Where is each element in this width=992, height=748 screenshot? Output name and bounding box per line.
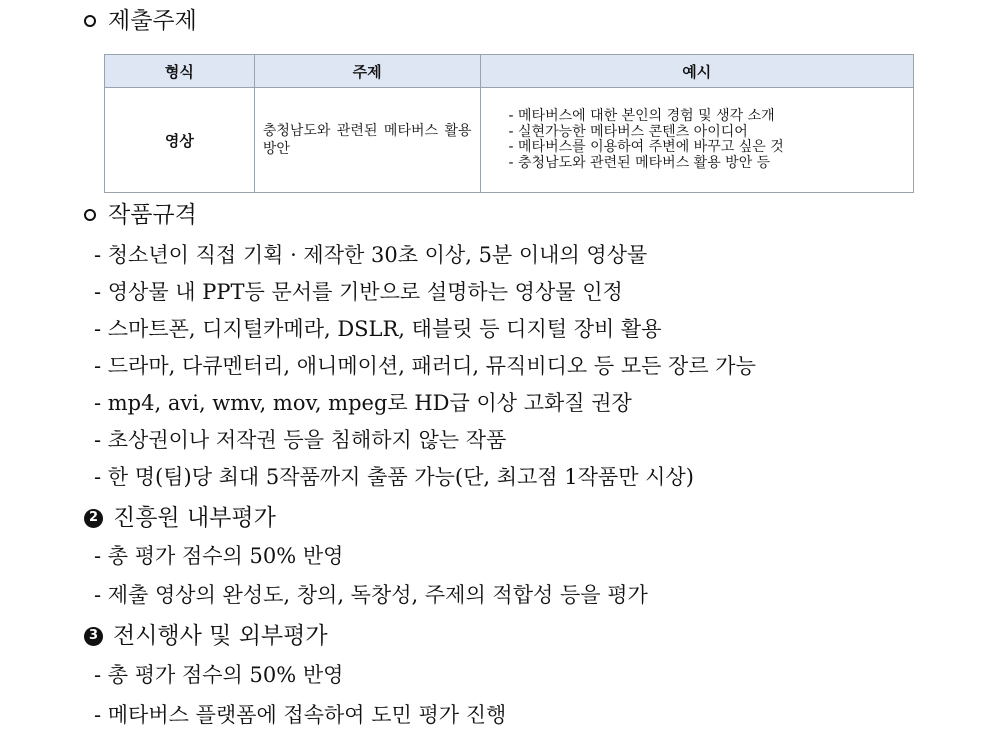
example-item: - 충청남도와 관련된 메타버스 활용 방안 등 — [508, 154, 771, 171]
number-badge-icon: 3 — [84, 627, 103, 646]
column-header-example: 예시 — [480, 55, 913, 88]
section-title: 제출주제 — [108, 8, 197, 34]
column-header-theme: 주제 — [254, 55, 480, 88]
section-heading-work-spec — [84, 200, 197, 230]
cell-theme: 충청남도와 관련된 메타버스 활용 방안 — [254, 88, 480, 193]
list-item: - 메타버스 플랫폼에 접속하여 도민 평가 진행 — [94, 703, 507, 727]
example-item: - 메타버스를 이용하여 주변에 바꾸고 싶은 것 — [508, 139, 784, 155]
cell-form: 영상 — [105, 88, 255, 193]
list-item: - 청소년이 직접 기획 · 제작한 30초 이상, 5분 이내의 영상물 — [94, 243, 648, 267]
example-item: - 실현가능한 메타버스 콘텐츠 아이디어 — [508, 123, 748, 140]
section-heading-submission-topic — [84, 6, 197, 36]
number-badge-icon: 2 — [84, 509, 103, 528]
list-item: - 드라마, 다큐멘터리, 애니메이션, 패러디, 뮤직비디오 등 모든 장르 가능 — [94, 354, 756, 378]
section-heading-internal-eval — [84, 503, 276, 533]
section-title: 진흥원 내부평가 — [113, 505, 276, 531]
table-header-row — [105, 55, 914, 88]
section-title: 전시행사 및 외부평가 — [113, 623, 328, 649]
list-item: - mp4, avi, wmv, mov, mpeg로 HD급 이상 고화질 권장 — [94, 391, 632, 415]
table-row — [105, 88, 914, 193]
open-circle-bullet-icon — [84, 209, 96, 221]
list-item: - 제출 영상의 완성도, 창의, 독창성, 주제의 적합성 등을 평가 — [94, 583, 648, 607]
cell-examples — [480, 88, 913, 193]
column-header-form: 형식 — [105, 55, 255, 88]
open-circle-bullet-icon — [84, 15, 96, 27]
list-item: - 총 평가 점수의 50% 반영 — [94, 663, 344, 687]
list-item: - 영상물 내 PPT등 문서를 기반으로 설명하는 영상물 인정 — [94, 280, 623, 304]
list-item: - 총 평가 점수의 50% 반영 — [94, 544, 344, 568]
section-title: 작품규격 — [108, 202, 197, 228]
list-item: - 한 명(팀)당 최대 5작품까지 출품 가능(단, 최고점 1작품만 시상) — [94, 465, 694, 489]
list-item: - 스마트폰, 디지털카메라, DSLR, 태블릿 등 디지털 장비 활용 — [94, 317, 662, 341]
list-item: - 초상권이나 저작권 등을 침해하지 않는 작품 — [94, 428, 507, 452]
section-heading-exhibition-eval — [84, 621, 328, 651]
example-item: - 메타버스에 대한 본인의 경험 및 생각 소개 — [508, 108, 775, 124]
topic-table — [104, 54, 914, 193]
